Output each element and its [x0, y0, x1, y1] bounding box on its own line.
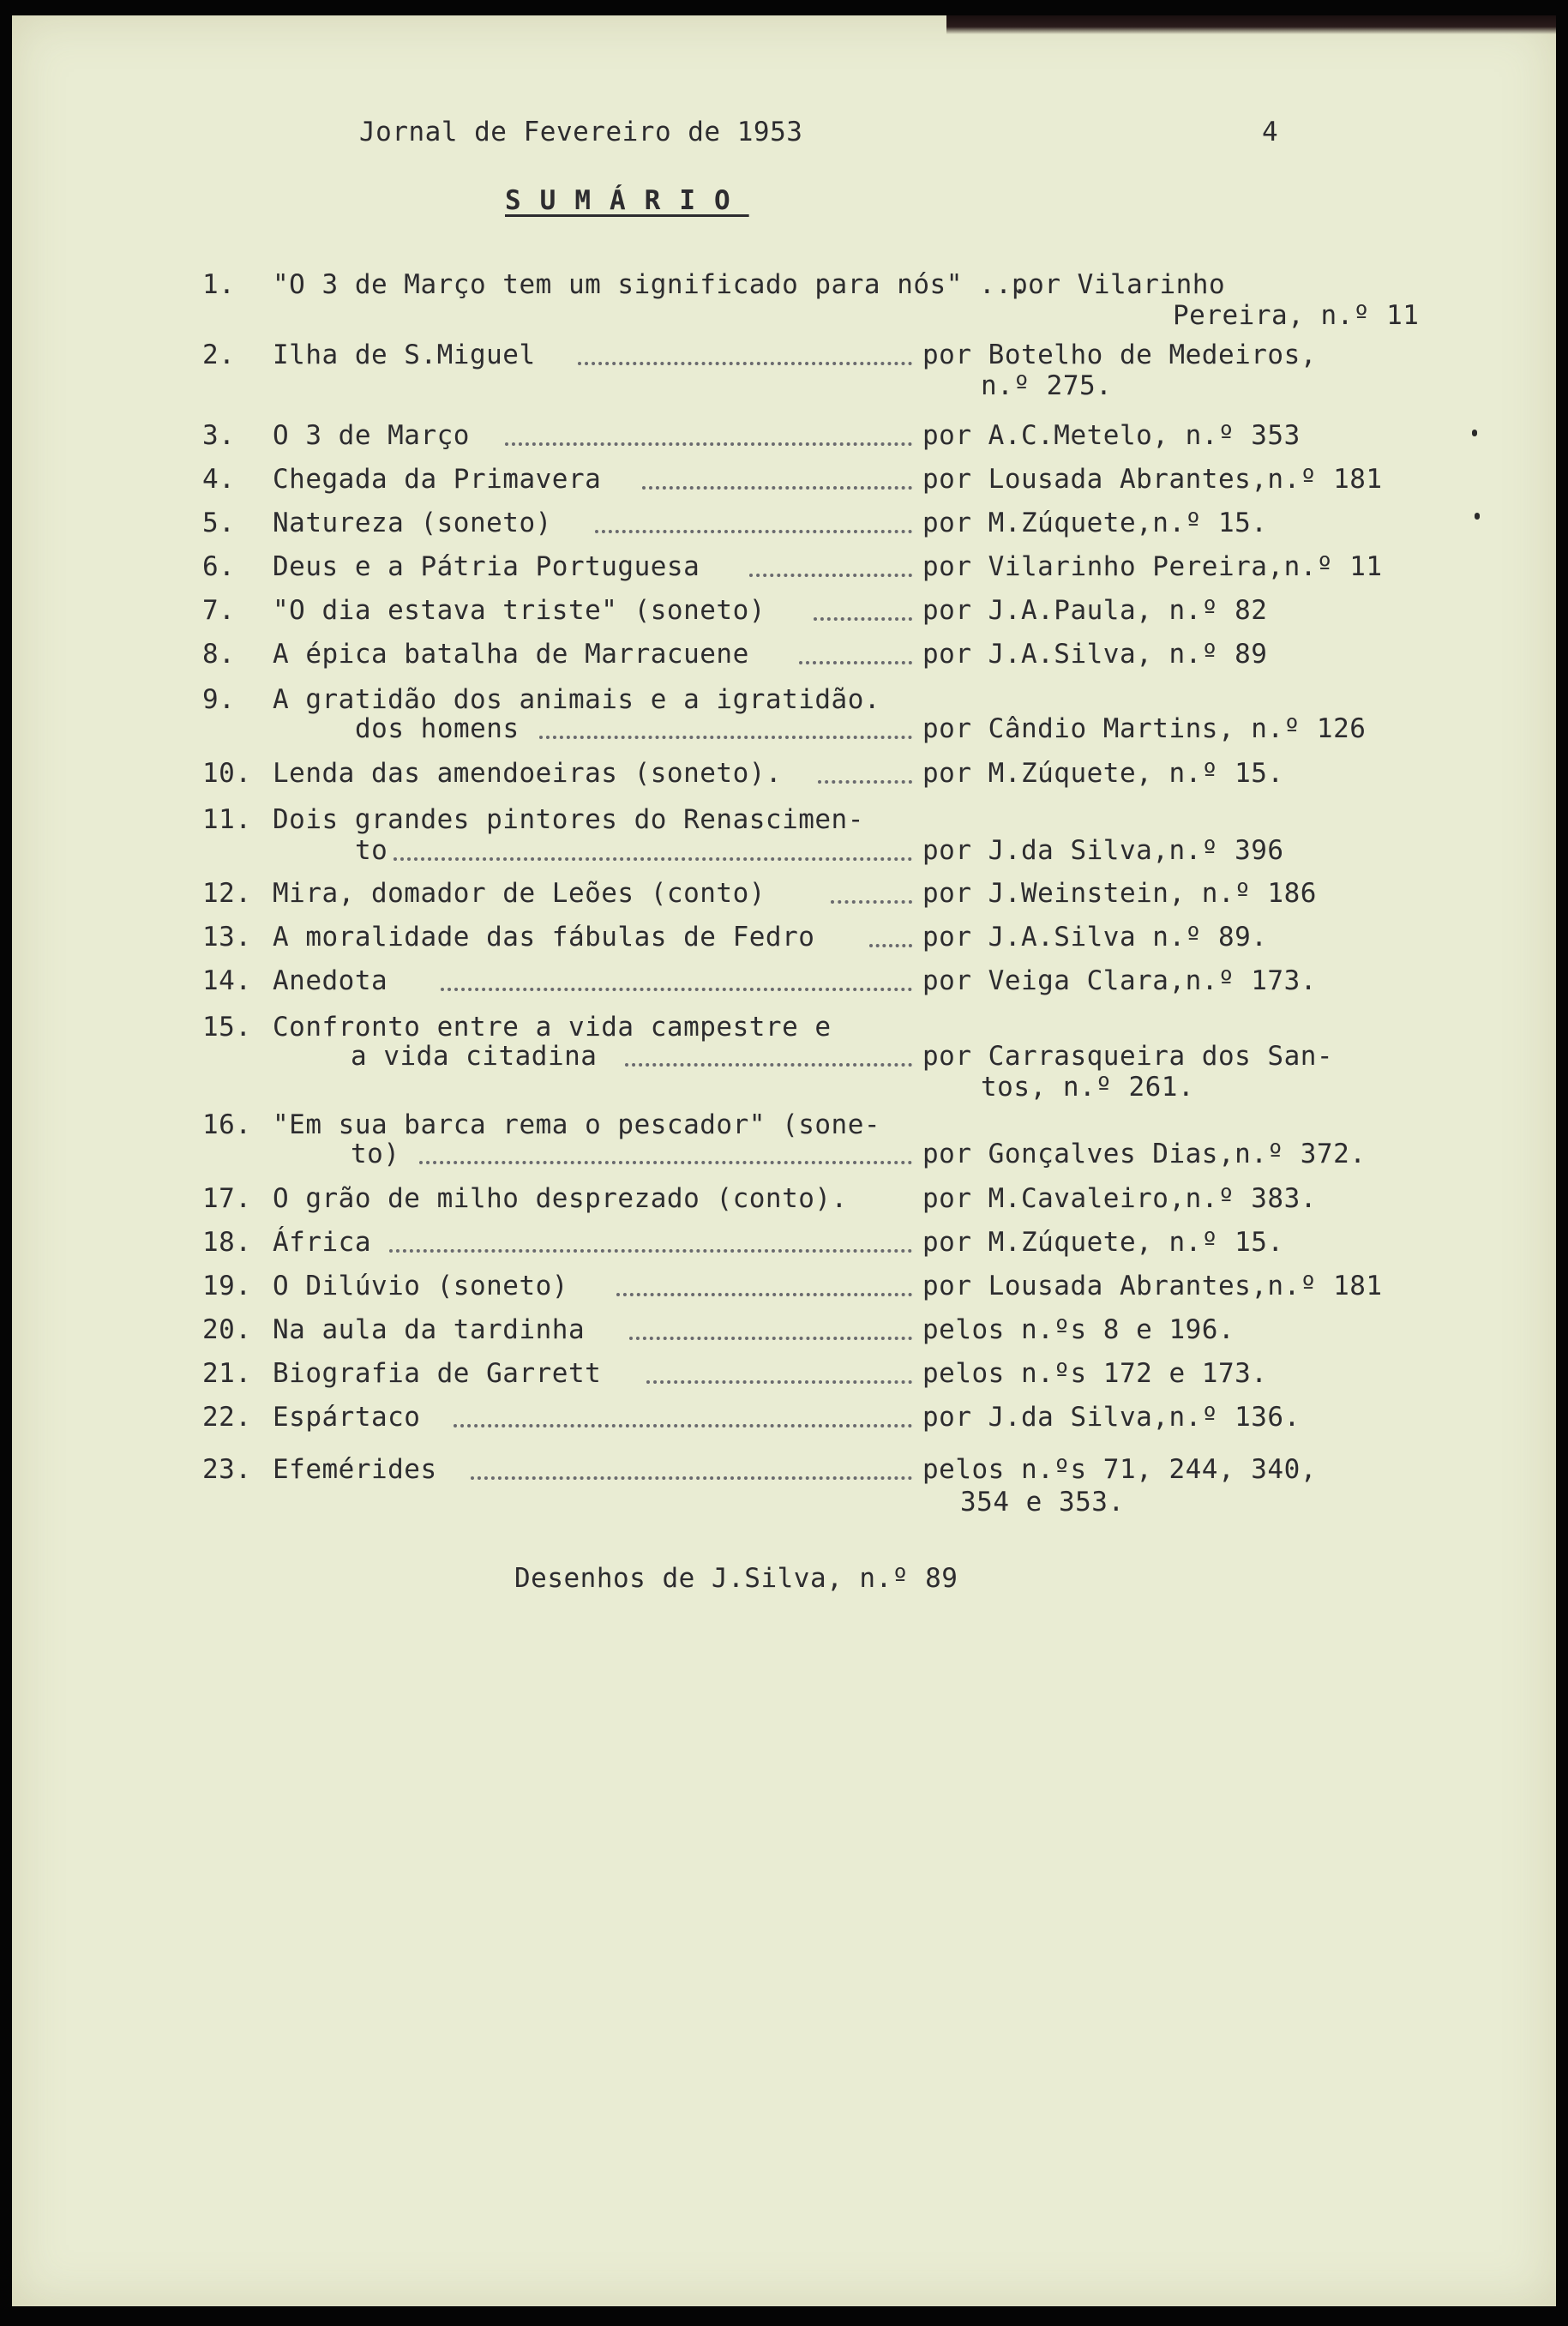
entry-title-cont: a vida citadina	[351, 1041, 598, 1072]
entry-author: por J.A.Paula, n.º 82	[922, 595, 1268, 626]
entry-number: 1.	[202, 269, 236, 300]
entry-title: Espártaco	[273, 1402, 421, 1433]
dot-leader	[595, 526, 912, 533]
entry-title: Biografia de Garrett	[273, 1358, 602, 1389]
dot-leader	[749, 570, 912, 577]
entry-title: Na aula da tardinha	[273, 1314, 586, 1345]
entry-number: 14.	[202, 965, 252, 996]
entry-author: por Lousada Abrantes,n.º 181	[922, 464, 1383, 495]
entry-author: por Vilarinho Pereira,n.º 11	[922, 551, 1383, 582]
entry-author: por Veiga Clara,n.º 173.	[922, 965, 1317, 996]
entry-title: A moralidade das fábulas de Fedro	[273, 922, 815, 953]
entry-number: 20.	[202, 1314, 252, 1345]
page-number: 4	[1262, 117, 1279, 147]
entry-author: pelos n.ºs 8 e 196.	[922, 1314, 1235, 1345]
entry-number: 16.	[202, 1109, 252, 1140]
entry-number: 6.	[202, 551, 236, 582]
entry-author: por Carrasqueira dos San-	[922, 1041, 1334, 1072]
dot-leader	[539, 732, 912, 739]
entry-number: 19.	[202, 1271, 252, 1301]
entry-title: Chegada da Primavera	[273, 464, 602, 495]
entry-title: Anedota	[273, 965, 388, 996]
entry-number: 10.	[202, 758, 252, 789]
entry-title: O Dilúvio (soneto)	[273, 1271, 568, 1301]
entry-number: 4.	[202, 464, 236, 495]
dot-leader	[471, 1473, 912, 1480]
document-body	[12, 15, 1556, 2306]
dot-leader	[799, 658, 912, 664]
entry-number: 7.	[202, 595, 236, 626]
entry-title-cont: to	[355, 835, 388, 866]
entry-author-cont: tos, n.º 261.	[981, 1072, 1195, 1103]
drawings-credit: Desenhos de J.Silva, n.º 89	[514, 1563, 958, 1594]
entry-title: Natureza (soneto)	[273, 508, 552, 538]
entry-author: por J.Weinstein, n.º 186	[922, 878, 1317, 909]
dot-leader	[814, 614, 912, 621]
entry-title: O 3 de Março	[273, 420, 470, 451]
entry-author: por J.da Silva,n.º 396	[922, 835, 1284, 866]
entry-number: 15.	[202, 1012, 252, 1043]
entry-author: pelos n.ºs 71, 244, 340,	[922, 1454, 1317, 1485]
entry-title: Dois grandes pintores do Renascimen-	[273, 804, 864, 835]
entry-author-cont: Pereira, n.º 11	[1173, 300, 1420, 331]
entry-author: por J.A.Silva, n.º 89	[922, 639, 1268, 670]
entry-title: "O 3 de Março tem um significado para nós" ...	[273, 269, 1029, 300]
dot-leader	[419, 1157, 912, 1164]
dot-leader	[394, 854, 912, 861]
entry-author: por M.Zúquete,n.º 15.	[922, 508, 1268, 538]
entry-title: "O dia estava triste" (soneto)	[273, 595, 766, 626]
entry-number: 22.	[202, 1402, 252, 1433]
ink-speck	[1472, 430, 1477, 436]
entry-number: 12.	[202, 878, 252, 909]
entry-number: 18.	[202, 1227, 252, 1258]
entry-number: 21.	[202, 1358, 252, 1389]
entry-author: por J.A.Silva n.º 89.	[922, 922, 1268, 953]
entry-author: por Vilarinho	[1012, 269, 1226, 300]
ink-speck	[1475, 513, 1480, 520]
entry-number: 2.	[202, 340, 236, 370]
entry-title-cont: to)	[351, 1139, 400, 1169]
dot-leader	[389, 1246, 912, 1253]
entry-author: por Botelho de Medeiros,	[922, 340, 1317, 370]
dot-leader	[616, 1289, 912, 1296]
dot-leader	[831, 897, 912, 904]
entry-number: 5.	[202, 508, 236, 538]
summary-title: SUMÁRIO	[505, 185, 749, 216]
entry-author: por Gonçalves Dias,n.º 372.	[922, 1139, 1367, 1169]
paper-sheet	[12, 15, 1556, 2306]
dot-leader	[441, 984, 912, 991]
entry-title: Ilha de S.Miguel	[273, 340, 536, 370]
entry-number: 17.	[202, 1183, 252, 1214]
dot-leader	[578, 358, 912, 365]
dot-leader	[869, 941, 912, 947]
entry-title: África	[273, 1227, 371, 1258]
entry-author: por M.Cavaleiro,n.º 383.	[922, 1183, 1317, 1214]
entry-number: 23.	[202, 1454, 252, 1485]
entry-title: A épica batalha de Marracuene	[273, 639, 749, 670]
entry-author: por J.da Silva,n.º 136.	[922, 1402, 1301, 1433]
dot-leader	[454, 1421, 912, 1427]
entry-number: 9.	[202, 684, 236, 715]
entry-author: pelos n.ºs 172 e 173.	[922, 1358, 1268, 1389]
entry-number: 8.	[202, 639, 236, 670]
entry-number: 13.	[202, 922, 252, 953]
dot-leader	[629, 1333, 912, 1340]
entry-title: "Em sua barca rema o pescador" (sone-	[273, 1109, 881, 1140]
entry-title: Lenda das amendoeiras (soneto).	[273, 758, 783, 789]
dot-leader	[646, 1377, 912, 1384]
entry-title-cont: dos homens	[355, 713, 520, 744]
entry-author: por Cândio Martins, n.º 126	[922, 713, 1367, 744]
entry-title: Deus e a Pátria Portuguesa	[273, 551, 700, 582]
entry-title: Mira, domador de Leões (conto)	[273, 878, 766, 909]
dot-leader	[505, 439, 912, 446]
entry-title: A gratidão dos animais e a igratidão.	[273, 684, 881, 715]
entry-author-cont: 354 e 353.	[960, 1487, 1125, 1518]
entry-number: 3.	[202, 420, 236, 451]
entry-title: O grão de milho desprezado (conto).	[273, 1183, 848, 1214]
entry-number: 11.	[202, 804, 252, 835]
entry-author: por Lousada Abrantes,n.º 181	[922, 1271, 1383, 1301]
entry-author-cont: n.º 275.	[981, 370, 1113, 401]
dot-leader	[625, 1060, 912, 1067]
entry-title: Efemérides	[273, 1454, 437, 1485]
entry-title: Confronto entre a vida campestre e	[273, 1012, 832, 1043]
journal-header: Jornal de Fevereiro de 1953	[359, 117, 803, 147]
entry-author: por M.Zúquete, n.º 15.	[922, 1227, 1284, 1258]
dot-leader	[818, 777, 912, 784]
entry-author: por A.C.Metelo, n.º 353	[922, 420, 1301, 451]
dot-leader	[642, 483, 912, 490]
entry-author: por M.Zúquete, n.º 15.	[922, 758, 1284, 789]
